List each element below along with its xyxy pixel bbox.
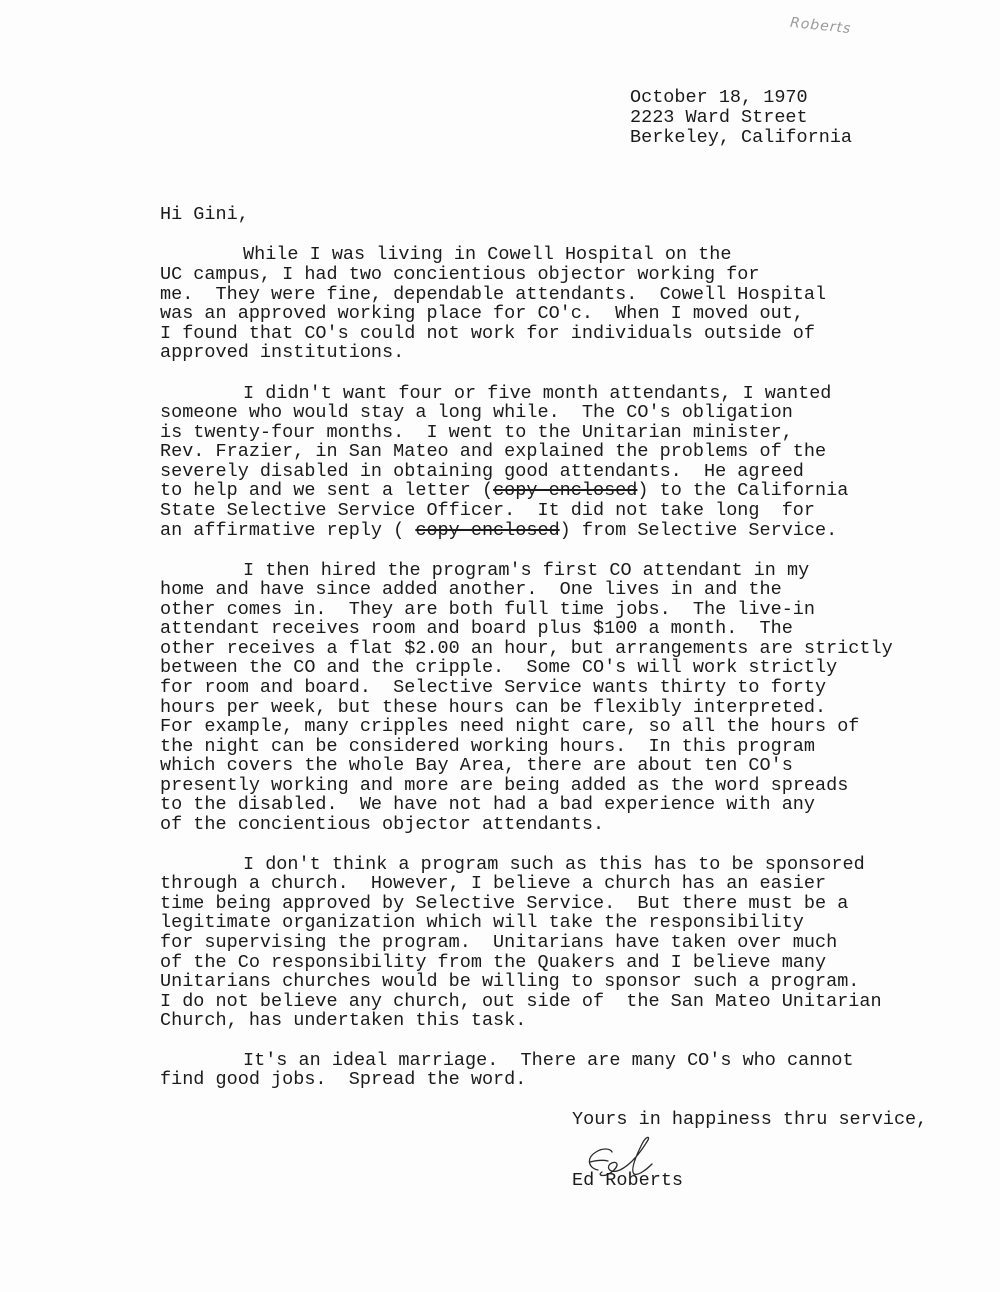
paragraph-1-line: While I was living in Cowell Hospital on the (243, 244, 732, 265)
paragraph-2-line (160, 521, 837, 541)
struck-copy-enclosed: copy enclosed (493, 480, 638, 501)
paragraph-4-line: for supervising the program. Unitarians have taken over much (160, 932, 838, 953)
paragraph-3-line: For example, many cripples need night care, so all the hours of (160, 716, 860, 737)
paragraph-1-line: UC campus, I had two concientious objector working for (160, 264, 760, 285)
letter-street: 2223 Ward Street (630, 107, 808, 128)
paragraph-5-line: find good jobs. Spread the word. (160, 1069, 527, 1090)
paragraph-1-line: I found that CO's could not work for individuals outside of (160, 323, 816, 344)
paragraph-4-line: I don't think a program such as this has to be sponsored (243, 854, 865, 875)
letter-city: Berkeley, California (630, 127, 853, 148)
paragraph-3-line: home and have since added another. One lives in and the (160, 579, 782, 600)
paragraph-2-line: someone who would stay a long while. The CO's obligation (160, 402, 793, 423)
paragraph-1-line: was an approved working place for CO'c. When I moved out, (160, 303, 804, 324)
signer-name: Ed Roberts (572, 1170, 684, 1191)
struck-copy-enclosed: copy enclosed (415, 520, 560, 541)
paragraph-4-line: through a church. However, I believe a church has an easier (160, 873, 827, 894)
paragraph-2-line: State Selective Service Officer. It did not take long for (160, 500, 816, 521)
paragraph-3-line: hours per week, but these hours can be flexibly interpreted. (160, 697, 827, 718)
paragraph-3-line: between the CO and the cripple. Some CO's will work strictly (160, 657, 838, 678)
letter-date: October 18, 1970 (630, 87, 808, 108)
paragraph-4-line: time being approved by Selective Service. But there must be a (160, 893, 849, 914)
paragraph-3-line: I then hired the program's first CO attendant in my (243, 560, 810, 581)
paragraph-3-line: the night can be considered working hours. In this program (160, 736, 816, 757)
paragraph-2-line: I didn't want four or five month attendants, I wanted (243, 383, 832, 404)
line-text: ) from Selective Service. (559, 520, 838, 541)
paragraph-3-line: attendant receives room and board plus $100 a month. The (160, 618, 793, 639)
paragraph-1-line: approved institutions. (160, 342, 405, 363)
paragraph-2-line: Rev. Frazier, in San Mateo and explained the problems of the (160, 441, 827, 462)
paragraph-2-line (160, 481, 848, 501)
paragraph-4-line: Church, has undertaken this task. (160, 1010, 527, 1031)
line-text: an affirmative reply ( (160, 520, 416, 541)
paragraph-3-line: for room and board. Selective Service wants thirty to forty (160, 677, 827, 698)
paragraph-1-line: me. They were fine, dependable attendants. Cowell Hospital (160, 284, 827, 305)
paragraph-4-line: I do not believe any church, out side of the San Mateo Unitarian (160, 991, 882, 1012)
line-text: to help and we sent a letter ( (160, 480, 494, 501)
salutation: Hi Gini, (160, 204, 249, 225)
paragraph-3-line: to the disabled. We have not had a bad experience with any (160, 794, 816, 815)
pencil-annotation: Roberts (789, 14, 853, 38)
paragraph-3-line: presently working and more are being added as the word spreads (160, 775, 849, 796)
closing: Yours in happiness thru service, (572, 1109, 928, 1130)
paragraph-3-line: which covers the whole Bay Area, there are about ten CO's (160, 755, 793, 776)
paragraph-3-line: other comes in. They are both full time jobs. The live-in (160, 599, 816, 620)
paragraph-5-line: It's an ideal marriage. There are many CO's who cannot (243, 1050, 854, 1071)
paragraph-4-line: legitimate organization which will take the responsibility (160, 912, 804, 933)
paragraph-2-line: is twenty-four months. I went to the Unitarian minister, (160, 422, 793, 443)
paragraph-3-line: other receives a flat $2.00 an hour, but arrangements are strictly (160, 638, 893, 659)
paragraph-2-line: severely disabled in obtaining good attendants. He agreed (160, 461, 804, 482)
paragraph-3-line: of the concientious objector attendants. (160, 814, 605, 835)
paragraph-4-line: of the Co responsibility from the Quakers and I believe many (160, 952, 827, 973)
line-text: ) to the California (637, 480, 849, 501)
paragraph-4-line: Unitarians churches would be willing to sponsor such a program. (160, 971, 860, 992)
